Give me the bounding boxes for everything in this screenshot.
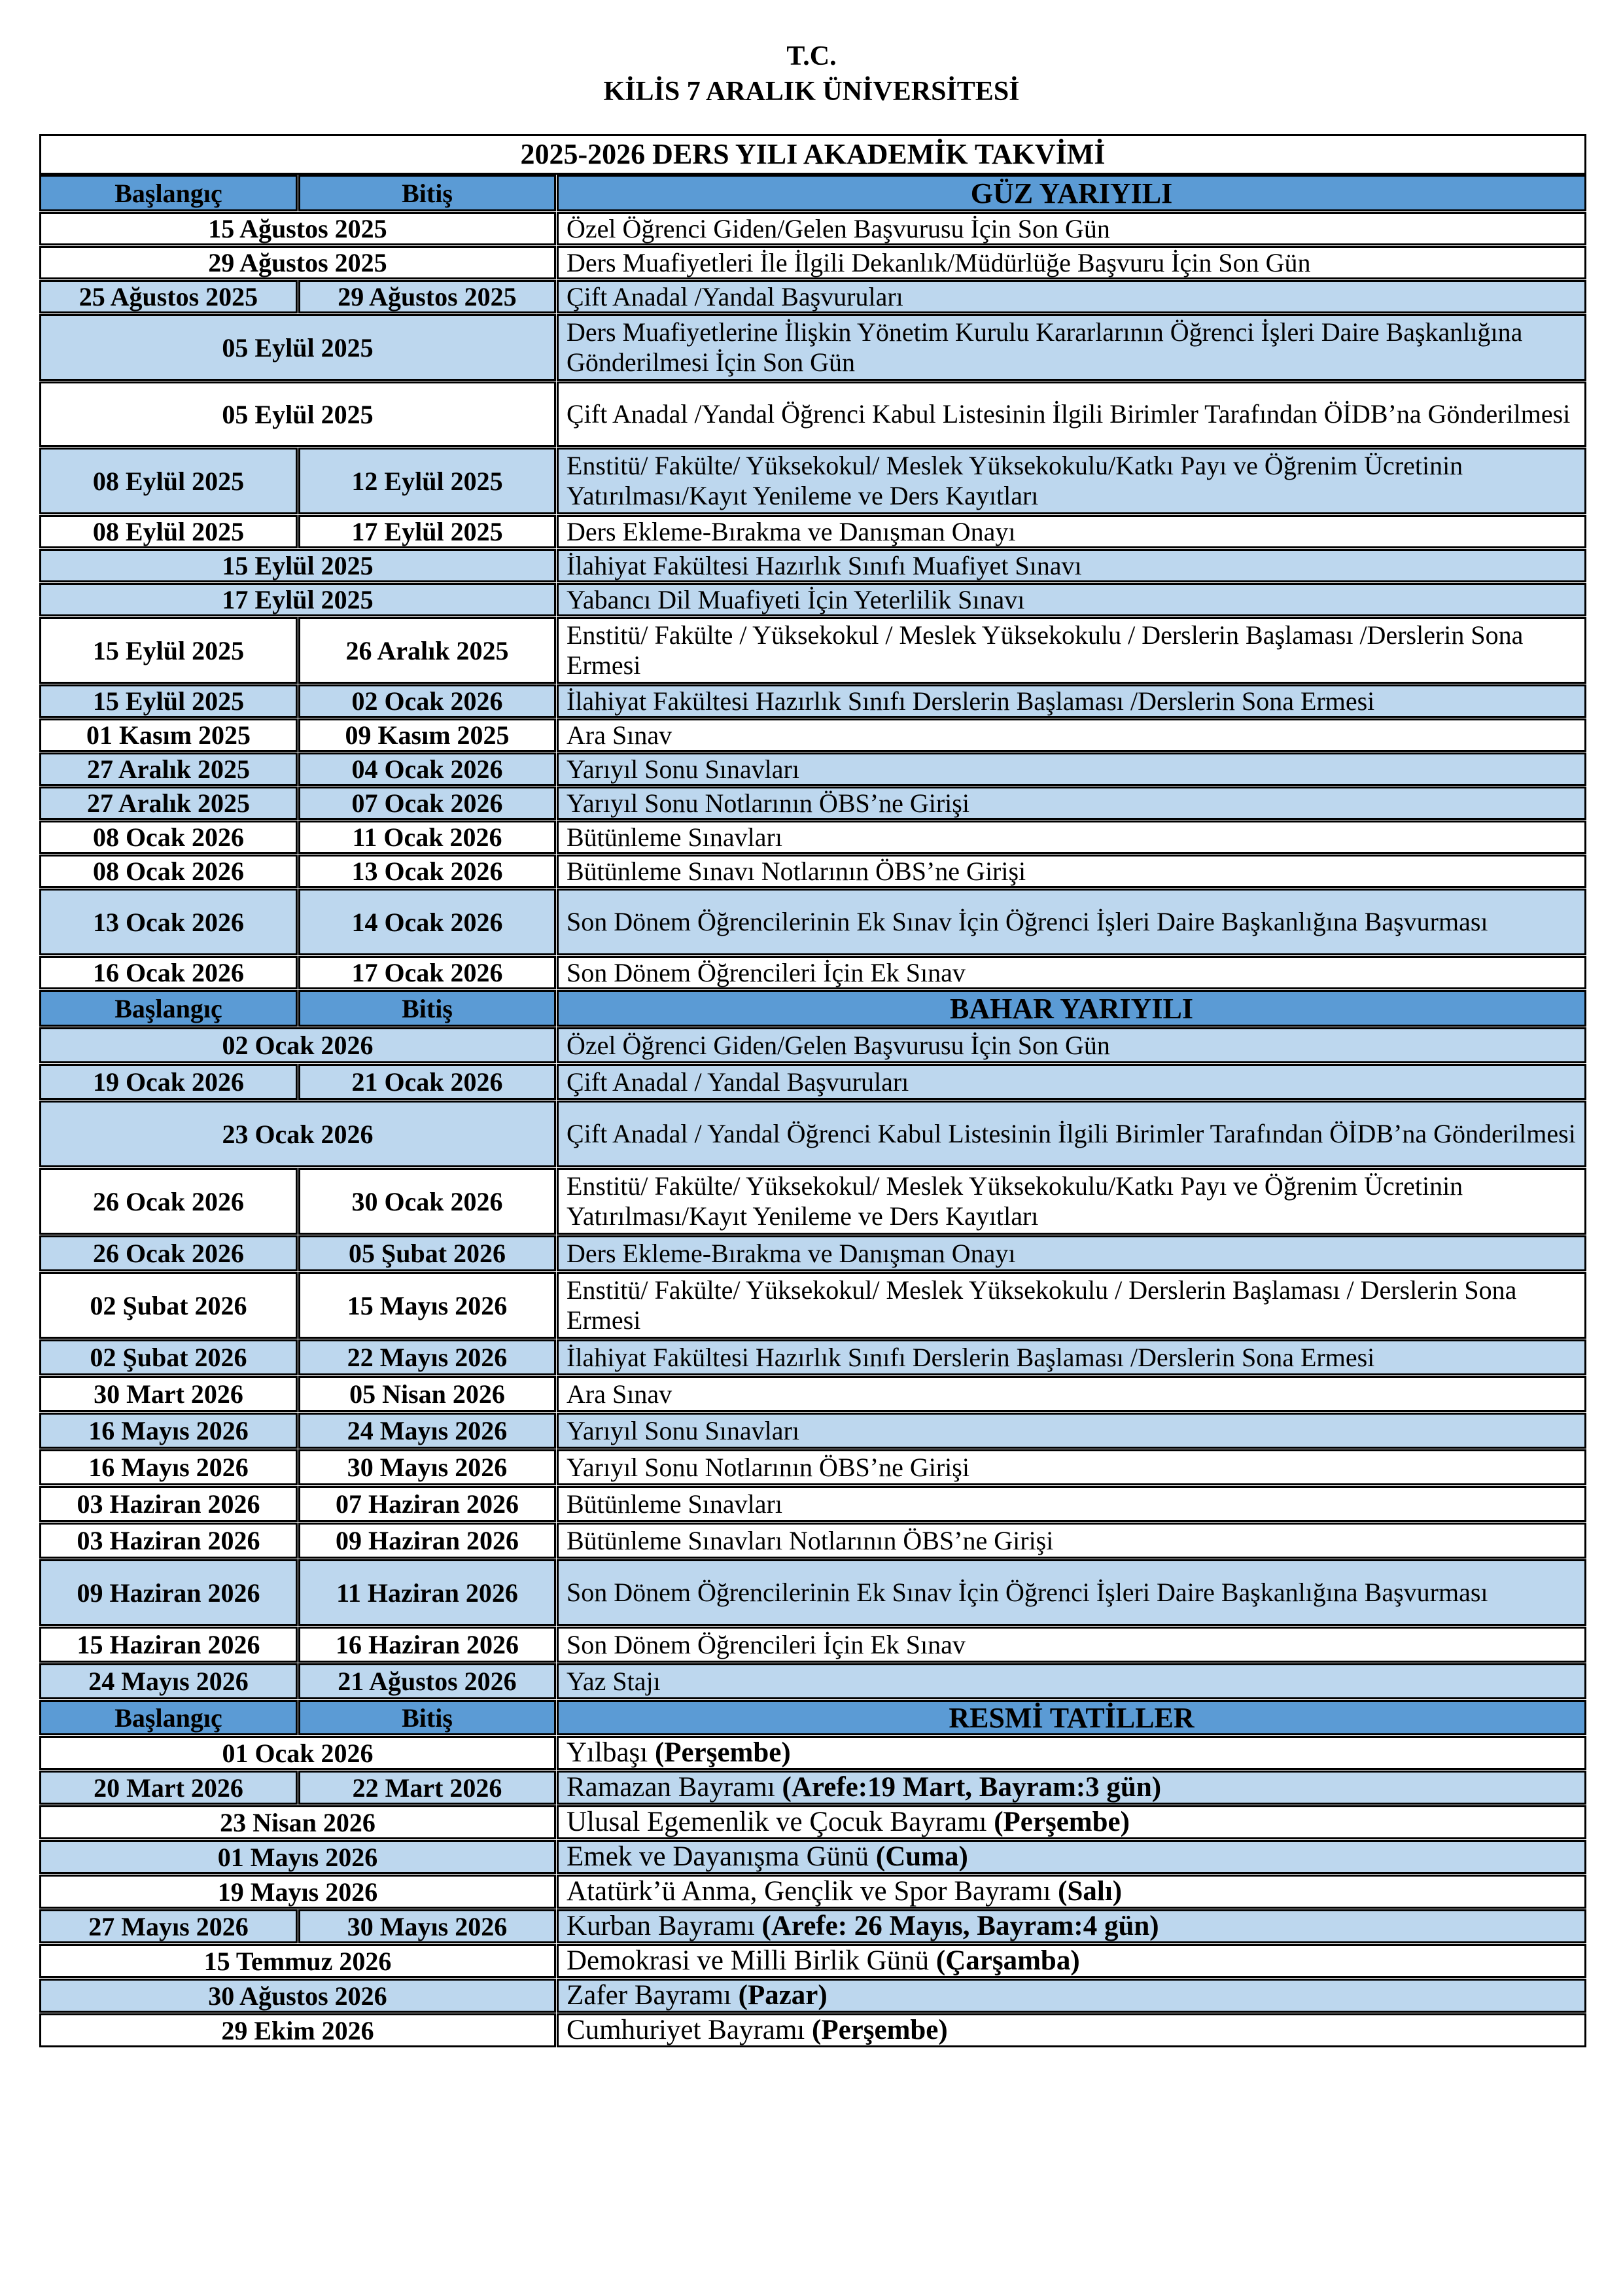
table-body bbox=[39, 175, 1586, 2048]
table-row bbox=[39, 684, 1586, 718]
end-date: 30 Ocak 2026 bbox=[298, 1168, 556, 1235]
start-date: 02 Şubat 2026 bbox=[39, 1272, 298, 1339]
event-note: (Çarşamba) bbox=[935, 1945, 1080, 1976]
event-text: Emek ve Dayanışma Günü bbox=[567, 1841, 876, 1872]
date: 29 Ekim 2026 bbox=[39, 2013, 556, 2047]
end-date: 09 Kasım 2025 bbox=[298, 718, 556, 752]
event-description bbox=[557, 583, 1586, 616]
start-date: 03 Haziran 2026 bbox=[39, 1523, 298, 1559]
table-row bbox=[39, 212, 1586, 246]
table-row bbox=[39, 855, 1586, 889]
table-row bbox=[39, 583, 1586, 617]
event-note: (Perşembe) bbox=[812, 2015, 948, 2045]
end-date: 21 Ağustos 2026 bbox=[298, 1663, 556, 1699]
event-text: Son Dönem Öğrencilerinin Ek Sınav İçin Öğrenci İşleri Daire Başkanlığına Başvurması bbox=[567, 1578, 1488, 1607]
header-line-1: T.C. bbox=[786, 41, 837, 71]
event-description bbox=[557, 956, 1586, 989]
table-row bbox=[39, 1805, 1586, 1840]
start-date: 15 Eylül 2025 bbox=[39, 617, 298, 684]
table-row bbox=[39, 1663, 1586, 1700]
event-text: Çift Anadal /Yandal Başvuruları bbox=[567, 281, 903, 311]
start-date: 13 Ocak 2026 bbox=[39, 889, 298, 955]
event-text: İlahiyat Fakültesi Hazırlık Sınıfı Muafiyet Sınavı bbox=[567, 550, 1082, 580]
table-row bbox=[39, 1840, 1586, 1875]
event-text: Özel Öğrenci Giden/Gelen Başvurusu İçin Son Gün bbox=[567, 213, 1110, 243]
start-date: 08 Ocak 2026 bbox=[39, 821, 298, 854]
event-text: Yaz Stajı bbox=[567, 1666, 661, 1696]
table-row bbox=[39, 1027, 1586, 1064]
section-title: GÜZ YARIYILI bbox=[557, 175, 1586, 211]
start-date: 16 Mayıs 2026 bbox=[39, 1449, 298, 1485]
start-date: 09 Haziran 2026 bbox=[39, 1559, 298, 1626]
event-description bbox=[557, 1840, 1586, 1874]
event-description bbox=[557, 1376, 1586, 1412]
event-text: Çift Anadal / Yandal Başvuruları bbox=[567, 1067, 909, 1097]
end-date: 11 Haziran 2026 bbox=[298, 1559, 556, 1626]
table-row bbox=[39, 889, 1586, 956]
event-description bbox=[557, 1272, 1586, 1339]
table-row bbox=[39, 448, 1586, 515]
start-date: 20 Mart 2026 bbox=[39, 1771, 298, 1805]
end-date: 21 Ocak 2026 bbox=[298, 1064, 556, 1100]
event-description bbox=[557, 1944, 1586, 1978]
end-date: 15 Mayıs 2026 bbox=[298, 1272, 556, 1339]
start-date: 15 Eylül 2025 bbox=[39, 684, 298, 718]
event-text: İlahiyat Fakültesi Hazırlık Sınıfı Derslerin Başlaması /Derslerin Sona Ermesi bbox=[567, 1342, 1375, 1372]
date: 01 Ocak 2026 bbox=[39, 1736, 556, 1770]
event-text: Çift Anadal /Yandal Öğrenci Kabul Listesinin İlgili Birimler Tarafından ÖİDB’na Gönderilmesi bbox=[567, 399, 1571, 429]
end-date: 05 Şubat 2026 bbox=[298, 1235, 556, 1271]
event-text: Bütünleme Sınavları bbox=[567, 1489, 782, 1519]
event-description bbox=[557, 1027, 1586, 1063]
event-description bbox=[557, 1736, 1586, 1770]
table-row bbox=[39, 1736, 1586, 1771]
event-text: Yılbaşı bbox=[567, 1737, 655, 1768]
start-date: 02 Şubat 2026 bbox=[39, 1339, 298, 1375]
column-header-start: Başlangıç bbox=[39, 990, 298, 1027]
event-description bbox=[557, 1771, 1586, 1805]
event-description bbox=[557, 1413, 1586, 1449]
event-description bbox=[557, 684, 1586, 718]
end-date: 14 Ocak 2026 bbox=[298, 889, 556, 955]
start-date: 27 Aralık 2025 bbox=[39, 786, 298, 820]
end-date: 22 Mart 2026 bbox=[298, 1771, 556, 1805]
table-row bbox=[39, 1875, 1586, 1909]
event-description bbox=[557, 1909, 1586, 1943]
table-row bbox=[39, 549, 1586, 583]
event-text: Kurban Bayramı bbox=[567, 1911, 762, 1941]
table-row bbox=[39, 956, 1586, 990]
event-text: Bütünleme Sınavları Notlarının ÖBS’ne Girişi bbox=[567, 1525, 1054, 1555]
event-text: Ara Sınav bbox=[567, 720, 672, 750]
table-row bbox=[39, 1771, 1586, 1805]
start-date: 19 Ocak 2026 bbox=[39, 1064, 298, 1100]
event-text: Ders Ekleme-Bırakma ve Danışman Onayı bbox=[567, 516, 1016, 546]
start-date: 08 Eylül 2025 bbox=[39, 448, 298, 514]
end-date: 07 Ocak 2026 bbox=[298, 786, 556, 820]
date: 15 Ağustos 2025 bbox=[39, 212, 556, 245]
event-note: (Perşembe) bbox=[994, 1807, 1130, 1837]
event-description bbox=[557, 1663, 1586, 1699]
university-name: KİLİS 7 ARALIK ÜNİVERSİTESİ bbox=[603, 77, 1020, 107]
table-row bbox=[39, 1064, 1586, 1101]
event-description bbox=[557, 617, 1586, 684]
event-description bbox=[557, 1805, 1586, 1839]
event-description bbox=[557, 2013, 1586, 2047]
end-date: 09 Haziran 2026 bbox=[298, 1523, 556, 1559]
event-text: Enstitü/ Fakülte / Yüksekokul / Meslek Yüksekokulu / Derslerin Başlaması /Derslerin Sona Ermesi bbox=[567, 620, 1530, 680]
table-row bbox=[39, 1376, 1586, 1413]
start-date: 01 Kasım 2025 bbox=[39, 718, 298, 752]
table-row bbox=[39, 2013, 1586, 2048]
end-date: 29 Ağustos 2025 bbox=[298, 280, 556, 313]
event-text: Atatürk’ü Anma, Gençlik ve Spor Bayramı bbox=[567, 1876, 1058, 1907]
event-text: Yarıyıl Sonu Sınavları bbox=[567, 1415, 799, 1445]
event-description bbox=[557, 1979, 1586, 2013]
event-description bbox=[557, 1235, 1586, 1271]
section-title: BAHAR YARIYILI bbox=[557, 990, 1586, 1027]
event-description bbox=[557, 889, 1586, 955]
date: 02 Ocak 2026 bbox=[39, 1027, 556, 1063]
event-note: (Salı) bbox=[1058, 1876, 1123, 1907]
event-text: Özel Öğrenci Giden/Gelen Başvurusu İçin Son Gün bbox=[567, 1030, 1110, 1060]
end-date: 02 Ocak 2026 bbox=[298, 684, 556, 718]
event-text: Ulusal Egemenlik ve Çocuk Bayramı bbox=[567, 1807, 994, 1837]
table-row bbox=[39, 786, 1586, 821]
section-header-row bbox=[39, 1700, 1586, 1736]
event-text: Çift Anadal / Yandal Öğrenci Kabul Listesinin İlgili Birimler Tarafından ÖİDB’na Gönderilmesi bbox=[567, 1119, 1576, 1148]
event-description bbox=[557, 1101, 1586, 1167]
date: 15 Eylül 2025 bbox=[39, 549, 556, 582]
start-date: 08 Ocak 2026 bbox=[39, 855, 298, 888]
end-date: 17 Eylül 2025 bbox=[298, 515, 556, 548]
event-text: Zafer Bayramı bbox=[567, 1980, 739, 2011]
start-date: 26 Ocak 2026 bbox=[39, 1235, 298, 1271]
table-row bbox=[39, 246, 1586, 280]
end-date: 16 Haziran 2026 bbox=[298, 1627, 556, 1663]
event-text: Yarıyıl Sonu Notlarının ÖBS’ne Girişi bbox=[567, 1452, 969, 1482]
table-row bbox=[39, 1272, 1586, 1339]
section-header-row bbox=[39, 990, 1586, 1027]
column-header-end: Bitiş bbox=[298, 175, 556, 211]
end-date: 12 Eylül 2025 bbox=[298, 448, 556, 514]
date: 17 Eylül 2025 bbox=[39, 583, 556, 616]
start-date: 03 Haziran 2026 bbox=[39, 1486, 298, 1522]
start-date: 16 Ocak 2026 bbox=[39, 956, 298, 989]
table-row bbox=[39, 1909, 1586, 1944]
table-row bbox=[39, 1559, 1586, 1627]
end-date: 04 Ocak 2026 bbox=[298, 752, 556, 786]
date: 30 Ağustos 2026 bbox=[39, 1979, 556, 2013]
event-text: İlahiyat Fakültesi Hazırlık Sınıfı Derslerin Başlaması /Derslerin Sona Ermesi bbox=[567, 686, 1375, 716]
end-date: 26 Aralık 2025 bbox=[298, 617, 556, 684]
section-header-row bbox=[39, 175, 1586, 212]
start-date: 16 Mayıs 2026 bbox=[39, 1413, 298, 1449]
date: 23 Nisan 2026 bbox=[39, 1805, 556, 1839]
end-date: 24 Mayıs 2026 bbox=[298, 1413, 556, 1449]
table-row bbox=[39, 381, 1586, 448]
event-description bbox=[557, 786, 1586, 820]
end-date: 22 Mayıs 2026 bbox=[298, 1339, 556, 1375]
academic-calendar-table bbox=[39, 134, 1586, 2048]
event-text: Ara Sınav bbox=[567, 1379, 672, 1409]
event-description bbox=[557, 1627, 1586, 1663]
table-row bbox=[39, 1979, 1586, 2013]
table-row bbox=[39, 1486, 1586, 1523]
table-row bbox=[39, 1523, 1586, 1559]
table-row bbox=[39, 1944, 1586, 1979]
event-text: Ramazan Bayramı bbox=[567, 1772, 782, 1803]
start-date: 26 Ocak 2026 bbox=[39, 1168, 298, 1235]
event-note: (Arefe:19 Mart, Bayram:3 gün) bbox=[782, 1772, 1162, 1803]
event-description bbox=[557, 752, 1586, 786]
date: 05 Eylül 2025 bbox=[39, 381, 556, 447]
start-date: 08 Eylül 2025 bbox=[39, 515, 298, 548]
start-date: 25 Ağustos 2025 bbox=[39, 280, 298, 313]
event-description bbox=[557, 821, 1586, 854]
table-row bbox=[39, 1413, 1586, 1449]
column-header-start: Başlangıç bbox=[39, 175, 298, 211]
event-text: Yabancı Dil Muafiyeti İçin Yeterlilik Sınavı bbox=[567, 584, 1025, 614]
event-note: (Pazar) bbox=[738, 1980, 828, 2011]
column-header-start: Başlangıç bbox=[39, 1700, 298, 1735]
event-description bbox=[557, 1523, 1586, 1559]
event-description bbox=[557, 515, 1586, 548]
table-row bbox=[39, 1339, 1586, 1376]
event-text: Ders Muafiyetlerine İlişkin Yönetim Kurulu Kararlarının Öğrenci İşleri Daire Başkanlığına Gönderilmesi İçin Son Gün bbox=[567, 317, 1529, 377]
table-title: 2025-2026 DERS YILI AKADEMİK TAKVİMİ bbox=[39, 134, 1586, 175]
event-description bbox=[557, 314, 1586, 381]
table-row bbox=[39, 515, 1586, 549]
event-description bbox=[557, 280, 1586, 313]
table-row bbox=[39, 1627, 1586, 1663]
table-row bbox=[39, 280, 1586, 314]
table-row bbox=[39, 1449, 1586, 1486]
event-text: Yarıyıl Sonu Sınavları bbox=[567, 754, 799, 784]
start-date: 27 Aralık 2025 bbox=[39, 752, 298, 786]
date: 05 Eylül 2025 bbox=[39, 314, 556, 381]
end-date: 17 Ocak 2026 bbox=[298, 956, 556, 989]
event-text: Bütünleme Sınavları bbox=[567, 822, 782, 852]
event-text: Ders Ekleme-Bırakma ve Danışman Onayı bbox=[567, 1238, 1016, 1268]
table-row bbox=[39, 752, 1586, 786]
end-date: 05 Nisan 2026 bbox=[298, 1376, 556, 1412]
event-description bbox=[557, 1339, 1586, 1375]
event-description bbox=[557, 1449, 1586, 1485]
date: 19 Mayıs 2026 bbox=[39, 1875, 556, 1909]
date: 15 Temmuz 2026 bbox=[39, 1944, 556, 1978]
table-row bbox=[39, 718, 1586, 752]
table-row bbox=[39, 314, 1586, 381]
event-description bbox=[557, 1486, 1586, 1522]
event-text: Ders Muafiyetleri İle İlgili Dekanlık/Müdürlüğe Başvuru İçin Son Gün bbox=[567, 247, 1311, 277]
end-date: 13 Ocak 2026 bbox=[298, 855, 556, 888]
start-date: 27 Mayıs 2026 bbox=[39, 1909, 298, 1943]
event-description bbox=[557, 1168, 1586, 1235]
event-note: (Arefe: 26 Mayıs, Bayram:4 gün) bbox=[761, 1911, 1159, 1941]
event-text: Yarıyıl Sonu Notlarının ÖBS’ne Girişi bbox=[567, 788, 969, 818]
event-text: Enstitü/ Fakülte/ Yüksekokul/ Meslek Yüksekokulu/Katkı Payı ve Öğrenim Ücretinin Yatırılması/Kayıt Yenileme ve Ders Kayıtları bbox=[567, 1171, 1469, 1231]
table-row bbox=[39, 1101, 1586, 1168]
event-description bbox=[557, 855, 1586, 888]
end-date: 11 Ocak 2026 bbox=[298, 821, 556, 854]
table-row bbox=[39, 617, 1586, 684]
start-date: 15 Haziran 2026 bbox=[39, 1627, 298, 1663]
event-description bbox=[557, 212, 1586, 245]
end-date: 07 Haziran 2026 bbox=[298, 1486, 556, 1522]
event-text: Son Dönem Öğrencileri İçin Ek Sınav bbox=[567, 957, 966, 987]
event-description bbox=[557, 246, 1586, 279]
event-description bbox=[557, 448, 1586, 514]
table-row bbox=[39, 1235, 1586, 1272]
table-row bbox=[39, 821, 1586, 855]
event-description bbox=[557, 1875, 1586, 1909]
end-date: 30 Mayıs 2026 bbox=[298, 1909, 556, 1943]
event-note: (Perşembe) bbox=[654, 1737, 791, 1768]
event-description bbox=[557, 549, 1586, 582]
date: 29 Ağustos 2025 bbox=[39, 246, 556, 279]
section-title: RESMİ TATİLLER bbox=[557, 1700, 1586, 1735]
event-text: Son Dönem Öğrencilerinin Ek Sınav İçin Öğrenci İşleri Daire Başkanlığına Başvurması bbox=[567, 907, 1488, 936]
table-row bbox=[39, 1168, 1586, 1235]
event-description bbox=[557, 718, 1586, 752]
event-description bbox=[557, 381, 1586, 447]
event-description bbox=[557, 1064, 1586, 1100]
event-text: Enstitü/ Fakülte/ Yüksekokul/ Meslek Yüksekokulu / Derslerin Başlaması / Derslerin Sona Ermesi bbox=[567, 1275, 1524, 1335]
date: 23 Ocak 2026 bbox=[39, 1101, 556, 1167]
event-text: Son Dönem Öğrencileri İçin Ek Sınav bbox=[567, 1629, 966, 1659]
event-description bbox=[557, 1559, 1586, 1626]
event-text: Bütünleme Sınavı Notlarının ÖBS’ne Girişi bbox=[567, 856, 1026, 886]
start-date: 30 Mart 2026 bbox=[39, 1376, 298, 1412]
end-date: 30 Mayıs 2026 bbox=[298, 1449, 556, 1485]
column-header-end: Bitiş bbox=[298, 1700, 556, 1735]
date: 01 Mayıs 2026 bbox=[39, 1840, 556, 1874]
column-header-end: Bitiş bbox=[298, 990, 556, 1027]
event-text: Cumhuriyet Bayramı bbox=[567, 2015, 812, 2045]
event-note: (Cuma) bbox=[875, 1841, 968, 1872]
start-date: 24 Mayıs 2026 bbox=[39, 1663, 298, 1699]
event-text: Demokrasi ve Milli Birlik Günü bbox=[567, 1945, 936, 1976]
event-text: Enstitü/ Fakülte/ Yüksekokul/ Meslek Yüksekokulu/Katkı Payı ve Öğrenim Ücretinin Yatırılması/Kayıt Yenileme ve Ders Kayıtları bbox=[567, 451, 1469, 510]
